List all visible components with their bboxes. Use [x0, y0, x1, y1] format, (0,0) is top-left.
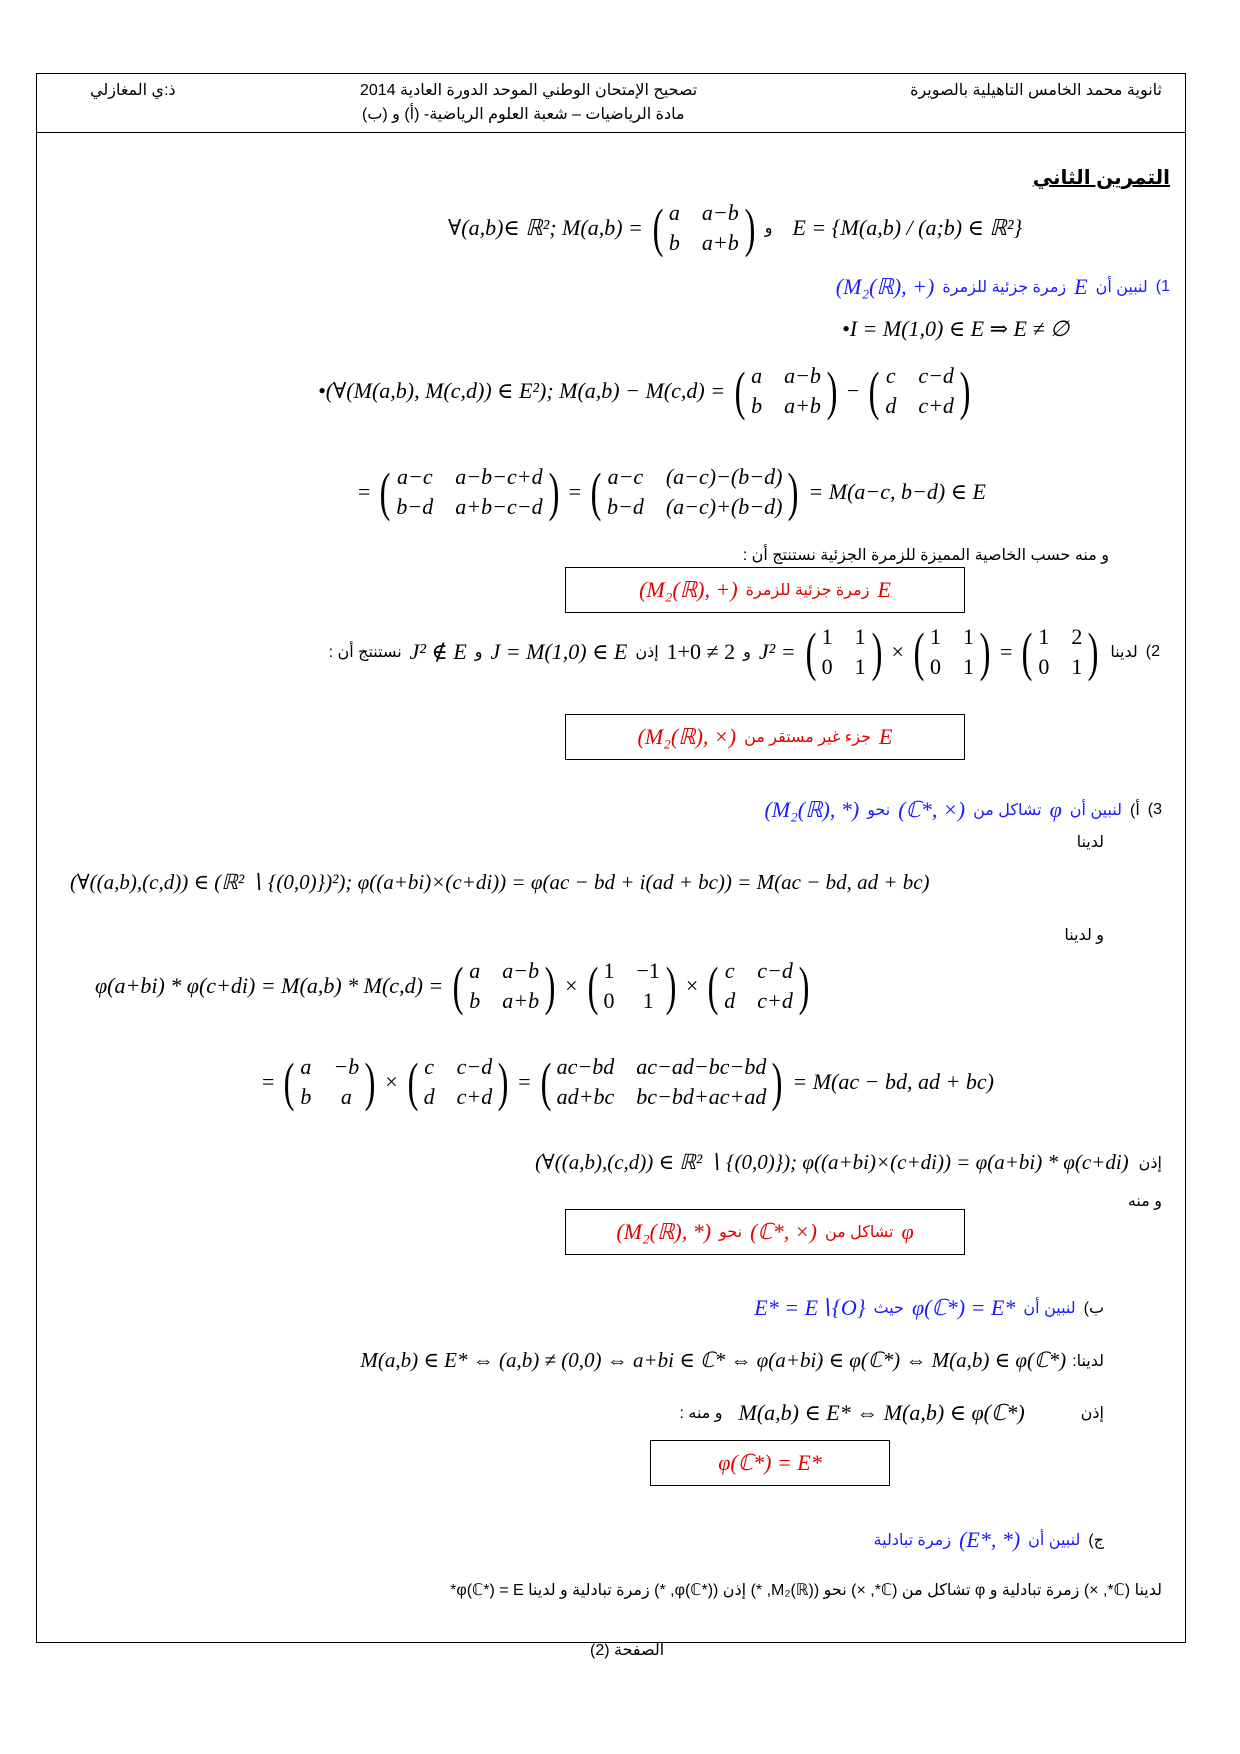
q3b-we-have: لدينا:: [1072, 1352, 1104, 1370]
header-author: ذ:ي المغازلي: [90, 82, 176, 99]
exercise-title: التمرين الثاني: [1032, 167, 1170, 189]
q3-number: 3): [1147, 801, 1162, 818]
matrix-M-ab-3: ( a a−b b a+b ): [452, 956, 556, 1016]
q1-eq-mid: =: [568, 479, 581, 504]
q1-conclude-text: و منه حسب الخاصية المميزة للزمرة الجزئية نستنتج أن :: [742, 547, 1109, 564]
q3b-statement: [754, 1295, 1104, 1321]
matrix-star-operator: ( 1 −1 0 1 ): [587, 956, 677, 1016]
q3a-line4: [535, 1150, 1162, 1175]
definition-and: و: [764, 220, 773, 237]
q2-conclude: نستنتج أن :: [328, 644, 402, 661]
q3a-times-1: ×: [565, 973, 578, 998]
q3a-box-towards: نحو: [719, 1224, 743, 1241]
q3c-text: لنبين أن: [1028, 1532, 1081, 1549]
q3b-equiv: M(a,b) ∈ E* ⇔ M(a,b) ∈ φ(ℂ*): [738, 1400, 1025, 1425]
q3a-line4-math: (∀((a,b),(c,d)) ∈ ℝ² ∖ {(0,0)}); φ((a+bi)×(c+di)) = φ(a+bi) * φ(c+di): [535, 1150, 1129, 1174]
school-name: ثانوية محمد الخامس التاهيلية بالصويرة: [910, 82, 1162, 99]
q3a-line3: [262, 1045, 994, 1119]
matrix-difference-grouped: ( a−c (a−c)−(b−d) b−d (a−c)+(b−d) ): [590, 462, 799, 522]
q2-J2-computation: J² = ( 1 1 0 1 ) × ( 1 1 0 1 ) = ( 1 2 0 1 ): [759, 623, 1102, 681]
q3a-box-text: تشاكل من: [824, 1224, 894, 1241]
q3b-result-box: φ(ℂ*) = E*: [650, 1440, 890, 1486]
q3a-then: إذن: [1138, 1154, 1162, 1172]
q1-step2: •(∀(M(a,b), M(c,d)) ∈ E²); M(a,b) − M(c,d) = ( a a−b b a+b ) − ( c c−d d c+d ): [318, 356, 974, 426]
matrix-product: ( ac−bd ac−ad−bc−bd ad+bc bc−bd+ac+ad ): [540, 1052, 783, 1112]
q3a-line1: (∀((a,b),(c,d)) ∈ (ℝ² ∖ {(0,0)})²); φ((a+bi)×(c+di)) = φ(ac − bd + i(ad + bc)) = M(ac − bd, ad + bc): [70, 870, 930, 894]
q3a-eq-2: =: [518, 1069, 531, 1094]
q3b-def: E* = E∖{O}: [754, 1295, 866, 1320]
q1-box-group: (M₂(ℝ), +): [639, 577, 738, 602]
q2-and: و: [743, 644, 751, 661]
q1-statement: [836, 270, 1170, 304]
q1-E: E: [1074, 274, 1088, 299]
q3a-text2: تشاكل من: [973, 802, 1042, 819]
q3a-line3-end: = M(ac − bd, ad + bc): [792, 1069, 994, 1094]
q3a-and-we-have: و لدينا: [1064, 927, 1104, 944]
q3a-box-phi: φ: [901, 1219, 914, 1244]
q2-box-group: (M₂(ℝ), ×): [637, 724, 737, 749]
q3b-text: لنبين أن: [1023, 1300, 1076, 1317]
q3c-statement: [874, 1527, 1104, 1553]
q3a-result-box: [565, 1209, 965, 1255]
matrix-M-cd-2: ( c c−d d c+d ): [707, 956, 810, 1016]
q3a-eq-1: =: [262, 1069, 275, 1094]
q3a-M-star: (M₂(ℝ), *): [764, 797, 860, 822]
q1-result-box: [565, 567, 965, 613]
q3a-text: لنبين أن: [1069, 802, 1122, 819]
q3b-chain-line: [360, 1348, 1104, 1373]
header-title: تصحيح الإمتحان الوطني الموحد الدورة العادية 2014: [360, 82, 698, 99]
q3c-label: ج): [1088, 1532, 1104, 1549]
q3b-then: إذن: [1080, 1405, 1104, 1422]
q3c-text2: زمرة تبادلية: [873, 1532, 952, 1549]
matrix-J-1: ( 1 1 0 1 ): [805, 622, 882, 682]
q1-group: (M₂(ℝ), +): [835, 274, 935, 299]
definition-line: [448, 196, 1022, 260]
q3a-line2: [95, 950, 813, 1022]
q3b-eq: φ(ℂ*) = E*: [911, 1295, 1016, 1320]
q2-J: J = M(1,0) ∈ E: [490, 639, 628, 664]
q2-we-have: لدينا: [1110, 644, 1138, 661]
q3a-statement: [764, 792, 1162, 828]
q2-J2: J² =: [758, 639, 796, 664]
q2-box-text: جزء غير مستقر من: [744, 729, 872, 746]
header-subtitle: مادة الرياضيات – شعبة العلوم الرياضية- (أ) و (ب): [362, 106, 685, 123]
q3a-times-2: ×: [685, 973, 699, 998]
matrix-J-squared: ( 1 2 0 1 ): [1021, 622, 1099, 682]
q2-then: إذن: [635, 644, 659, 661]
q1-number: 1): [1155, 278, 1170, 295]
q3a-box-C: (ℂ*, ×): [750, 1219, 817, 1244]
q1-eq-start: =: [358, 479, 371, 504]
definition-set-E: E = {M(a,b) / (a;b) ∈ ℝ²}: [792, 215, 1023, 240]
q1-eq-end: = M(a−c, b−d) ∈ E: [808, 479, 986, 504]
matrix-J-2: ( 1 1 0 1 ): [913, 622, 991, 682]
matrix-M-ab-2: ( a a−b b a+b ): [734, 361, 838, 421]
q1-step3: [358, 455, 986, 529]
q1-text2: زمرة جزئية للزمرة: [942, 279, 1067, 296]
q3a-line2-start: φ(a+bi) * φ(c+di) = M(a,b) * M(c,d) =: [95, 973, 444, 998]
q1-step1: •I = M(1,0) ∈ E ⇒ E ≠ ∅: [842, 316, 1070, 341]
matrix-M-cd-3: ( c c−d d c+d ): [407, 1052, 509, 1112]
page-number: الصفحة (2): [590, 1642, 665, 1659]
q3b-hence: و منه :: [679, 1405, 723, 1422]
q3a-towards: نحو: [867, 802, 891, 819]
q3b-where: حيث: [873, 1300, 904, 1317]
q1-step2-text: •(∀(M(a,b), M(c,d)) ∈ E²); M(a,b) − M(c,d) =: [318, 378, 726, 403]
q3c-group: (E*, *): [959, 1527, 1021, 1552]
q2-and2: و: [474, 644, 483, 661]
matrix-difference: ( a−c a−b−c+d b−d a+b−c−d ): [380, 462, 559, 522]
q3a-phi: φ: [1049, 797, 1062, 822]
header-divider: [37, 132, 1185, 133]
q3b-then-line: [679, 1400, 1104, 1426]
matrix-M-ab: ( a a−b b a+b ): [652, 198, 756, 258]
q1-text: لنبين أن: [1095, 279, 1148, 296]
q2-number: 2): [1145, 643, 1160, 660]
q3a-label: أ): [1129, 802, 1140, 819]
q3a-hence: و منه: [1127, 1193, 1162, 1210]
definition-forall: ∀(a,b)∈ ℝ²; M(a,b) =: [448, 215, 643, 240]
q1-box-text: زمرة جزئية للزمرة: [745, 582, 870, 599]
q3a-we-have: لدينا: [1076, 834, 1104, 851]
matrix-a-minus-b: ( a −b b a ): [284, 1052, 376, 1112]
q3b-label: ب): [1083, 1300, 1104, 1317]
q3a-C-times: (ℂ*, ×): [898, 797, 966, 822]
q2-statement: [180, 615, 1160, 689]
q3a-times-3: ×: [385, 1069, 398, 1094]
q3a-box-M: (M₂(ℝ), *): [616, 1219, 712, 1244]
q3b-chain: M(a,b) ∈ E* ⇔ (a,b) ≠ (0,0) ⇔ a+bi ∈ ℂ* ⇔ φ(a+bi) ∈ φ(ℂ*) ⇔ M(a,b) ∈ φ(ℂ*): [360, 1348, 1067, 1372]
q2-J2-notin: J² ∉ E: [409, 639, 467, 664]
matrix-M-cd: ( c c−d d c+d ): [868, 361, 971, 421]
q2-box-E: E: [879, 724, 893, 749]
q2-ineq: 1+0 ≠ 2: [666, 639, 736, 664]
q1-box-E: E: [877, 577, 891, 602]
q3c-line: لدينا (ℂ*, ×) زمرة تبادلية و φ تشاكل من (ℂ*, ×) نحو (M₂(ℝ), *) إذن (φ(ℂ*), *) زمرة تبادلية و لدينا φ(ℂ*) = E*: [450, 1582, 1162, 1599]
q2-result-box: [565, 714, 965, 760]
